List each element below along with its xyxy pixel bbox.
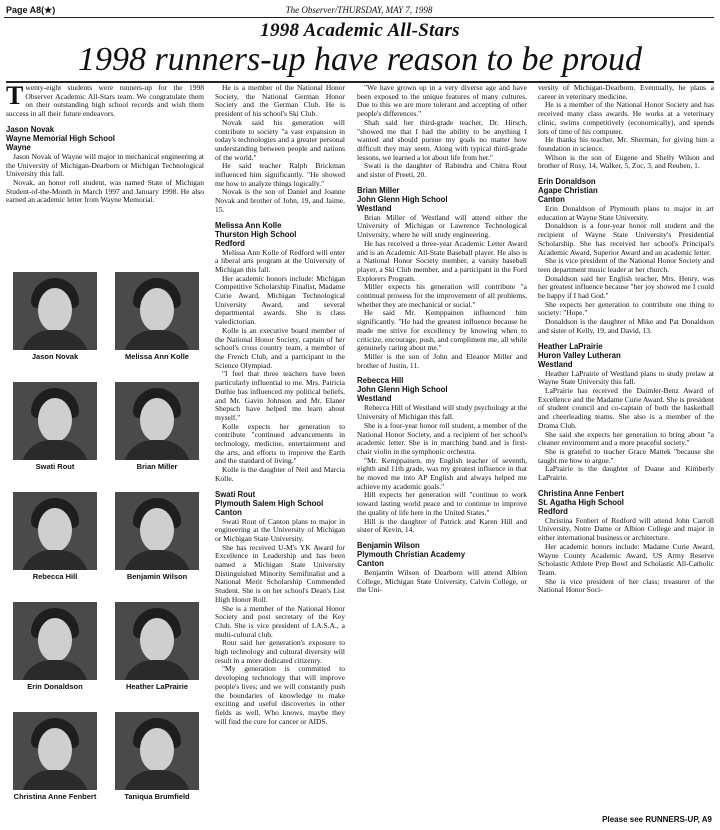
student-photo: [6, 602, 104, 691]
article-column-2: [215, 84, 345, 829]
article-column-3: [357, 84, 527, 829]
article-column-1: [6, 84, 204, 254]
student-photo: [6, 712, 104, 801]
body-paragraph: He has received a three-year Academic Letter Award and is an Academic All-State Baseball player. He also is a National Honor Society member, a varsity baseball player, a Ski Club member, and a participant in the Ford Explorers Program.: [357, 238, 527, 283]
photo-caption: Jason Novak: [31, 352, 79, 361]
body-paragraph: He thanks his teacher, Mr. Sherman, for giving him a foundation in science.: [538, 135, 714, 153]
body-paragraph: Brian Miller of Westland will attend either the University of Michigan or Lawrence Technological University, where he will study engineering.: [357, 212, 527, 240]
body-paragraph: Novak is the son of Daniel and Joanne Novak and brother of John, 19, and Jaime, 15.: [215, 187, 345, 214]
profile-heading: Heather LaPrairie Huron Valley Lutheran Westland: [538, 341, 621, 369]
body-paragraph: Swati is the daughter of Rabindra and Chitra Rout and sister of Preeti, 20.: [357, 161, 527, 180]
photo-caption: Taniqua Brumfield: [124, 792, 190, 801]
profile-heading: Melissa Ann Kolle Thurston High School Redford: [215, 220, 297, 248]
body-paragraph: Hill is the daughter of Patrick and Karen Hill and sister of Kevin, 14.: [357, 516, 527, 535]
body-paragraph: Kolle is an executive board member of the National Honor Society, captain of her school's cross country team, a member of the French Club, and a participant in the Science Olympiad.: [215, 325, 345, 370]
body-paragraph: "I feel that three teachers have been particularly influential to me. Mrs. Patricia Duthie has influenced my political beliefs, and Mr. Gavin Johnson and Mr. Elaner Shepsch have helped me learn about myself.": [215, 369, 345, 422]
body-paragraph: Melissa Ann Kolle of Redford will enter a liberal arts program at the University of Michigan this fall.: [215, 247, 345, 274]
body-paragraph: Swati Rout of Canton plans to major in engineering at the University of Michigan or Michigan State University.: [215, 516, 345, 543]
profile-heading: Christina Anne Fenbert St. Agatha High School Redford: [538, 488, 624, 516]
masthead-date: The Observer/THURSDAY, MAY 7, 1998: [285, 5, 433, 15]
body-paragraph: LaPrairie is the daughter of Duane and Kimberly LaPrairie.: [538, 464, 714, 483]
body-paragraph: He said Mr. Kemppainen influenced him significantly. "He had the greatest influence because he made me strive for excellency by knowing when to criticize, encourage, push, and compliment me, all while genuinely caring about me.": [357, 308, 527, 353]
body-paragraph: Donaldson said her English teacher, Mrs. Henry, was her greatest influence because "her joy showed me I could be happy if I had God.": [538, 273, 714, 301]
body-paragraph: She has received U-M's YK Award for Excellence in Leadership and has been named a Michigan State University Distinguished Minority Semifinalist and a National Merit Scholarship Commended Student. She is on her school's Dean's List High Honor Roll.: [215, 542, 345, 604]
student-photo: [6, 382, 104, 471]
body-paragraph: She is a member of the National Honor Society and post secretary of the Key Club. She is vice president of I.A.S.A., a multi-cultural club.: [215, 603, 345, 639]
student-photo: [108, 272, 206, 361]
section-kicker: 1998 Academic All-Stars: [260, 20, 460, 41]
body-paragraph: "Mr. Kemppainen, my English teacher of seventh, eighth and 11th grade, was my greatest influence in that he moved me into AP English and always helped me achieve my academic goals.": [357, 455, 527, 491]
body-paragraph: He is a member of the National Honor Society and has received many class awards. He works at a veterinary clinic, swims competitively (economically), and spends lots of time of his computer.: [538, 100, 714, 136]
body-paragraph: "My generation is committed to developing technology that will improve people's lives; and we will constantly push the boundaries of knowledge to make exciting and useful discoveries in other fields as well. Who knows, maybe they will find the cure for cancer or AIDS.: [215, 664, 345, 726]
body-paragraph: Donaldson is a four-year honor roll student and the recipient of Wayne State University's Presidential Scholarship. She has received her school's Principal's Academic Award, Superior Award and an academic letter.: [538, 221, 714, 257]
body-paragraph: Miller expects his generation will contribute "a continual prowess for the improvement of all problems, whether they are mechanical or social.": [357, 282, 527, 309]
portrait-image: [115, 492, 199, 570]
portrait-image: [115, 382, 199, 460]
profile-heading: Rebecca Hill John Glenn High School Westland: [357, 376, 448, 404]
body-paragraph: Her academic honors include: Michigan Competitive Scholarship Finalist, Madame Curie Award, Michigan Technological University Award, and several departmental awards. She is class valedictorian.: [215, 273, 345, 327]
body-paragraph: She is grateful to teacher Grace Mattek "because she taught me how to argue.": [538, 446, 714, 465]
article-column-4: [538, 84, 714, 829]
intro-paragraph: [6, 84, 204, 119]
body-paragraph: Heather LaPrairie of Westland plans to study prelaw at Wayne State University this fall.: [538, 368, 714, 387]
portrait-image: [13, 712, 97, 790]
page-headline: 1998 runners-up have reason to be proud: [6, 42, 714, 83]
body-paragraph: Erin Donaldson of Plymouth plans to major in art education at Wayne State University.: [538, 204, 714, 222]
body-paragraph: She expects her generation to contribute one thing to society: "Hope.": [538, 299, 714, 318]
body-paragraph: "We have grown up in a very diverse age and have been exposed to the unique features of many cultures. Due to this we are more tolerant and accepting of other people's differences.": [357, 84, 527, 119]
student-photo: [108, 492, 206, 581]
student-photo: [6, 272, 104, 361]
body-paragraph: He is a member of the National Honor Society, the National German Honor Society and the German Club. He is president of his school's Ski Club.: [215, 84, 345, 119]
body-paragraph: Her academic honors include: Madame Curie Award, Wayne County Academic Award, US Army Reserve Scholastic Athlete Prep Bowl and Scholastic All-Catholic Team.: [538, 541, 714, 577]
portrait-image: [13, 492, 97, 570]
portrait-image: [115, 602, 199, 680]
body-paragraph: Kolle is the daughter of Neil and Marcia Kolle.: [215, 465, 345, 483]
photo-caption: Brian Miller: [136, 462, 178, 471]
body-paragraph: Hill expects her generation will "continue to work toward lasting world peace and to continue to improve the quality of life here in the United States.": [357, 490, 527, 517]
body-paragraph: Kolle expects her generation to contribute "continued advancements in technology, medicine, entertainment and the arts, and efforts to improve the Earth and the standard of living.": [215, 421, 345, 466]
photo-caption: Benjamin Wilson: [126, 572, 188, 581]
profile-heading: Swati Rout Plymouth Salem High School Canton: [215, 489, 324, 517]
body-paragraph: Jason Novak of Wayne will major in mechanical engineering at the University of Michigan-Dearborn or Michigan Technological University this fall.: [6, 151, 204, 179]
body-paragraph: He said teacher Ralph Brickman influenced him significantly. "He showed me how to analyze things logically.": [215, 161, 345, 188]
student-photo: [108, 602, 206, 691]
body-paragraph: She is vice president of her class; treasurer of the National Honor Soci-: [538, 576, 714, 595]
student-photo: [108, 382, 206, 471]
photo-caption: Heather LaPrairie: [125, 682, 189, 691]
body-paragraph: Rout said her generation's exposure to high technology and cultural diversity will result in a more dedicated citizenry.: [215, 638, 345, 665]
portrait-image: [115, 272, 199, 350]
photo-caption: Erin Donaldson: [27, 682, 83, 691]
body-paragraph: Benjamin Wilson of Dearborn will attend Albion College, Michigan State University, Calvin College, or the Uni-: [357, 567, 527, 595]
body-paragraph: She said she expects her generation to bring about "a cleaner environment and a more peaceful society.": [538, 429, 714, 448]
profile-heading: Jason Novak Wayne Memorial High School Wayne: [6, 124, 115, 152]
student-photo: [6, 492, 104, 581]
body-paragraph: Shah said her third-grade teacher, Dr. Hirsch, "showed me that I had the ability to be anything I wanted and should pursue my goals no matter how difficult they may seem. Along with typical third-grade lessons, we learned a lot about life from her.": [357, 117, 527, 162]
body-paragraph: She is vice president of the National Honor Society and teen department music leader at her church.: [538, 256, 714, 274]
profile-heading: Erin Donaldson Agape Christian Canton: [538, 177, 598, 205]
body-paragraph: Miller is the son of John and Eleanor Miller and brother of Justin, 11.: [357, 351, 527, 370]
photo-caption: Swati Rout: [35, 462, 75, 471]
body-paragraph: Donaldson is the daughter of Mike and Pat Donaldson and sister of Kelly, 19, and David, 13.: [538, 317, 714, 335]
photo-caption: Melissa Ann Kolle: [125, 352, 189, 361]
body-paragraph: versity of Michigan-Dearborn. Eventually, he plans a career in veterinary medicine.: [538, 84, 714, 101]
body-paragraph: Rebecca Hill of Westland will study psychology at the University of Michigan this fall.: [357, 403, 527, 422]
column-1-body: [6, 125, 204, 205]
portrait-image: [13, 602, 97, 680]
page-header: [4, 4, 714, 18]
body-paragraph: Novak said his generation will contribute to society "a vast expansion in today's technologies and a greater personal understanding between people and nations of the world.": [215, 117, 345, 162]
portrait-image: [13, 382, 97, 460]
profile-heading: Benjamin Wilson Plymouth Christian Academy Canton: [357, 540, 466, 568]
body-paragraph: Novak, an honor roll student, was named State of Michigan Student-of-the-Month in March 1997 and January 1998. He also earned an academic letter from Wayne Memorial.: [6, 177, 204, 205]
portrait-image: [115, 712, 199, 790]
continuation-note: Please see RUNNERS-UP, A9: [602, 815, 712, 824]
body-paragraph: Wilson is the son of Eugene and Shelly Wilson and brother of Rosy, 14, Walker, 5, Zoc, 3, and Reuben, 1.: [538, 152, 714, 171]
portrait-image: [13, 272, 97, 350]
body-paragraph: Christina Fenbert of Redford will attend John Carroll University, Notre Dame or Albion College and major in either international business or architecture.: [538, 515, 714, 543]
photo-caption: Christina Anne Fenbert: [13, 792, 97, 801]
student-photo: [108, 712, 206, 801]
drop-cap: T: [6, 84, 24, 110]
photo-caption: Rebecca Hill: [32, 572, 78, 581]
intro-text: wenty-eight students were runners-up for the 1998 Observer Academic All-Stars team. We congratulate them on their outstanding high school records and wish them success in all their future endeavors.: [6, 84, 204, 119]
body-paragraph: She is a four-year honor roll student, a member of the National Honor Society, and a recipient of her school's academic letter. She is in marching band and is first-chair violin in the symphonic orchestra.: [357, 420, 527, 456]
page-number: Page A8(★): [6, 5, 56, 15]
profile-heading: Brian Miller John Glenn High School Westland: [357, 185, 448, 213]
body-paragraph: LaPrairie has received the Daimler-Benz Award of Excellence and the Madame Curie Award. She is president of student council and co-captain of both the basketball and cheerleading teams. She also is a member of the Drama Club.: [538, 385, 714, 430]
